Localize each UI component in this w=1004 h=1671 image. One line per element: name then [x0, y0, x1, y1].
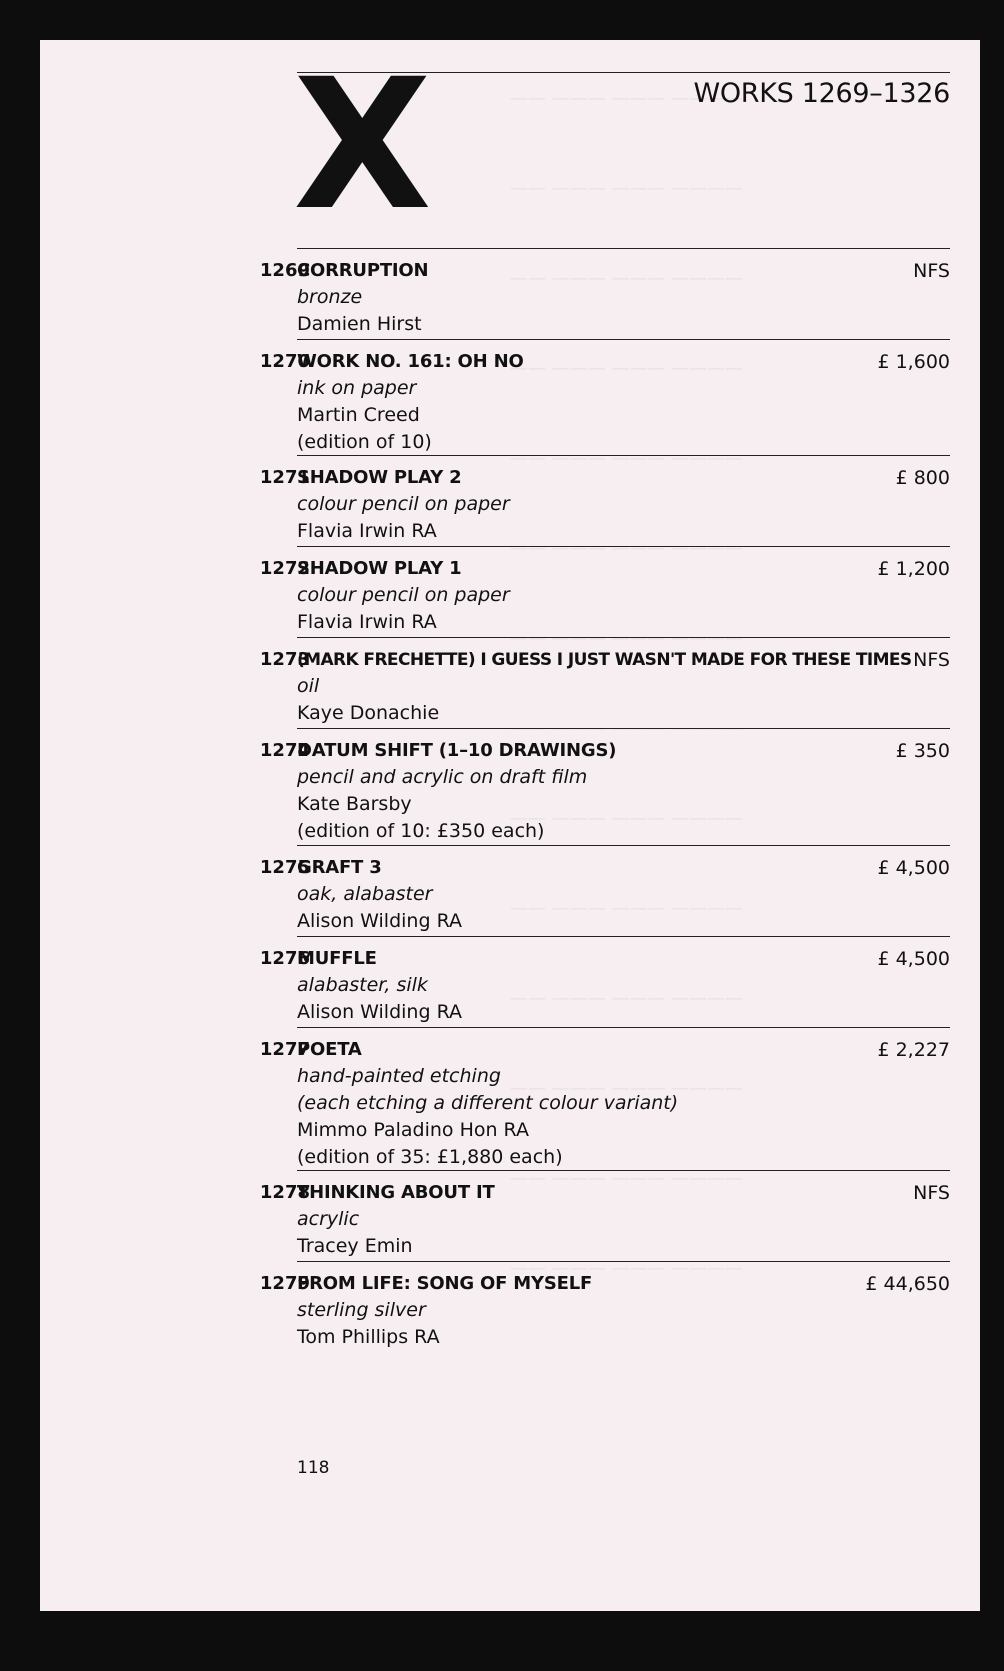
show-through-text: ———— ——— ——— ——: [510, 448, 744, 469]
entry-number: 1275: [259, 857, 310, 878]
work-title: WORK NO. 161: OH NO: [297, 351, 524, 372]
section-title: WORKS 1269–1326: [693, 78, 950, 109]
work-price: NFS: [913, 1182, 950, 1204]
work-title: DATUM SHIFT (1–10 DRAWINGS): [297, 740, 617, 761]
work-title: CORRUPTION: [297, 260, 429, 281]
entry-rule: [297, 455, 950, 456]
artist-name: Mimmo Paladino Hon RA: [297, 1119, 529, 1141]
entry-rule: [297, 936, 950, 937]
edition-note: (edition of 10: £350 each): [297, 820, 545, 842]
entry-number: 1271: [259, 467, 310, 488]
work-medium: acrylic: [297, 1208, 360, 1230]
work-title: THINKING ABOUT IT: [297, 1182, 495, 1203]
entry-rule: [297, 248, 950, 249]
work-price: £ 1,200: [877, 558, 950, 580]
work-title: POETA: [297, 1039, 362, 1060]
artist-name: Tom Phillips RA: [297, 1326, 440, 1348]
entry-number: 1278: [259, 1182, 310, 1203]
work-title: SHADOW PLAY 2: [297, 467, 462, 488]
artist-name: Alison Wilding RA: [297, 1001, 462, 1023]
show-through-text: ———— ——— ——— ——: [510, 178, 744, 199]
section-letter: X: [293, 41, 432, 250]
entry-rule: [297, 1261, 950, 1262]
work-price: £ 4,500: [877, 948, 950, 970]
edition-note: (edition of 10): [297, 431, 432, 453]
artist-name: Damien Hirst: [297, 313, 422, 335]
artist-name: Flavia Irwin RA: [297, 611, 437, 633]
entry-rule: [297, 339, 950, 340]
artist-name: Martin Creed: [297, 404, 420, 426]
work-medium: colour pencil on paper: [297, 584, 510, 606]
edition-note: (edition of 35: £1,880 each): [297, 1146, 563, 1168]
work-medium: oak, alabaster: [297, 883, 433, 905]
work-title: FROM LIFE: SONG OF MYSELF: [297, 1273, 593, 1294]
work-medium: ink on paper: [297, 377, 417, 399]
work-price: £ 800: [895, 467, 950, 489]
show-through-text: ———— ——— ——— ——: [510, 718, 744, 739]
work-price: £ 1,600: [877, 351, 950, 373]
entry-rule: [297, 546, 950, 547]
work-medium: sterling silver: [297, 1299, 426, 1321]
work-price: NFS: [913, 649, 950, 671]
work-title: SHADOW PLAY 1: [297, 558, 462, 579]
show-through-text: ———— ——— ——— ——: [510, 1078, 744, 1099]
work-price: £ 4,500: [877, 857, 950, 879]
show-through-text: ———— ——— ——— ——: [510, 88, 744, 109]
catalogue-page: [40, 40, 980, 1611]
entry-number: 1279: [259, 1273, 310, 1294]
artist-name: Tracey Emin: [297, 1235, 413, 1257]
entry-rule: [297, 728, 950, 729]
entry-number: 1274: [259, 740, 310, 761]
work-price: £ 44,650: [865, 1273, 950, 1295]
work-price: £ 2,227: [877, 1039, 950, 1061]
work-medium-note: (each etching a different colour variant): [297, 1092, 679, 1114]
show-through-text: ———— ——— ——— ——: [510, 1168, 744, 1189]
work-title: GRAFT 3: [297, 857, 382, 878]
artist-name: Kaye Donachie: [297, 702, 440, 724]
show-through-text: ———— ——— ——— ——: [510, 808, 744, 829]
entry-number: 1269: [259, 260, 310, 281]
work-price: NFS: [913, 260, 950, 282]
show-through-text: ———— ——— ——— ——: [510, 898, 744, 919]
page-number: 118: [297, 1458, 330, 1478]
entry-rule: [297, 1170, 950, 1171]
entry-number: 1272: [259, 558, 310, 579]
show-through-text: ———— ——— ——— ——: [510, 538, 744, 559]
work-title: (MARK FRECHETTE) I GUESS I JUST WASN'T MADE FOR THESE TIMES: [297, 650, 912, 670]
entry-number: 1273: [259, 649, 310, 670]
show-through-text: ———— ——— ——— ——: [510, 1258, 744, 1279]
entry-rule: [297, 845, 950, 846]
artist-name: Flavia Irwin RA: [297, 520, 437, 542]
work-price: £ 350: [895, 740, 950, 762]
show-through-text: ———— ——— ——— ——: [510, 268, 744, 289]
show-through-text: ———— ——— ——— ——: [510, 628, 744, 649]
entry-number: 1276: [259, 948, 310, 969]
entry-number: 1277: [259, 1039, 310, 1060]
work-medium: colour pencil on paper: [297, 493, 510, 515]
work-title: MUFFLE: [297, 948, 377, 969]
work-medium: pencil and acrylic on draft film: [297, 766, 588, 788]
work-medium: alabaster, silk: [297, 974, 428, 996]
work-medium: oil: [297, 675, 320, 697]
artist-name: Alison Wilding RA: [297, 910, 462, 932]
entry-rule: [297, 1027, 950, 1028]
entry-rule: [297, 637, 950, 638]
artist-name: Kate Barsby: [297, 793, 412, 815]
work-medium: bronze: [297, 286, 363, 308]
entry-number: 1270: [259, 351, 310, 372]
show-through-text: ———— ——— ——— ——: [510, 988, 744, 1009]
work-medium: hand-painted etching: [297, 1065, 501, 1087]
show-through-text: ———— ——— ——— ——: [510, 358, 744, 379]
